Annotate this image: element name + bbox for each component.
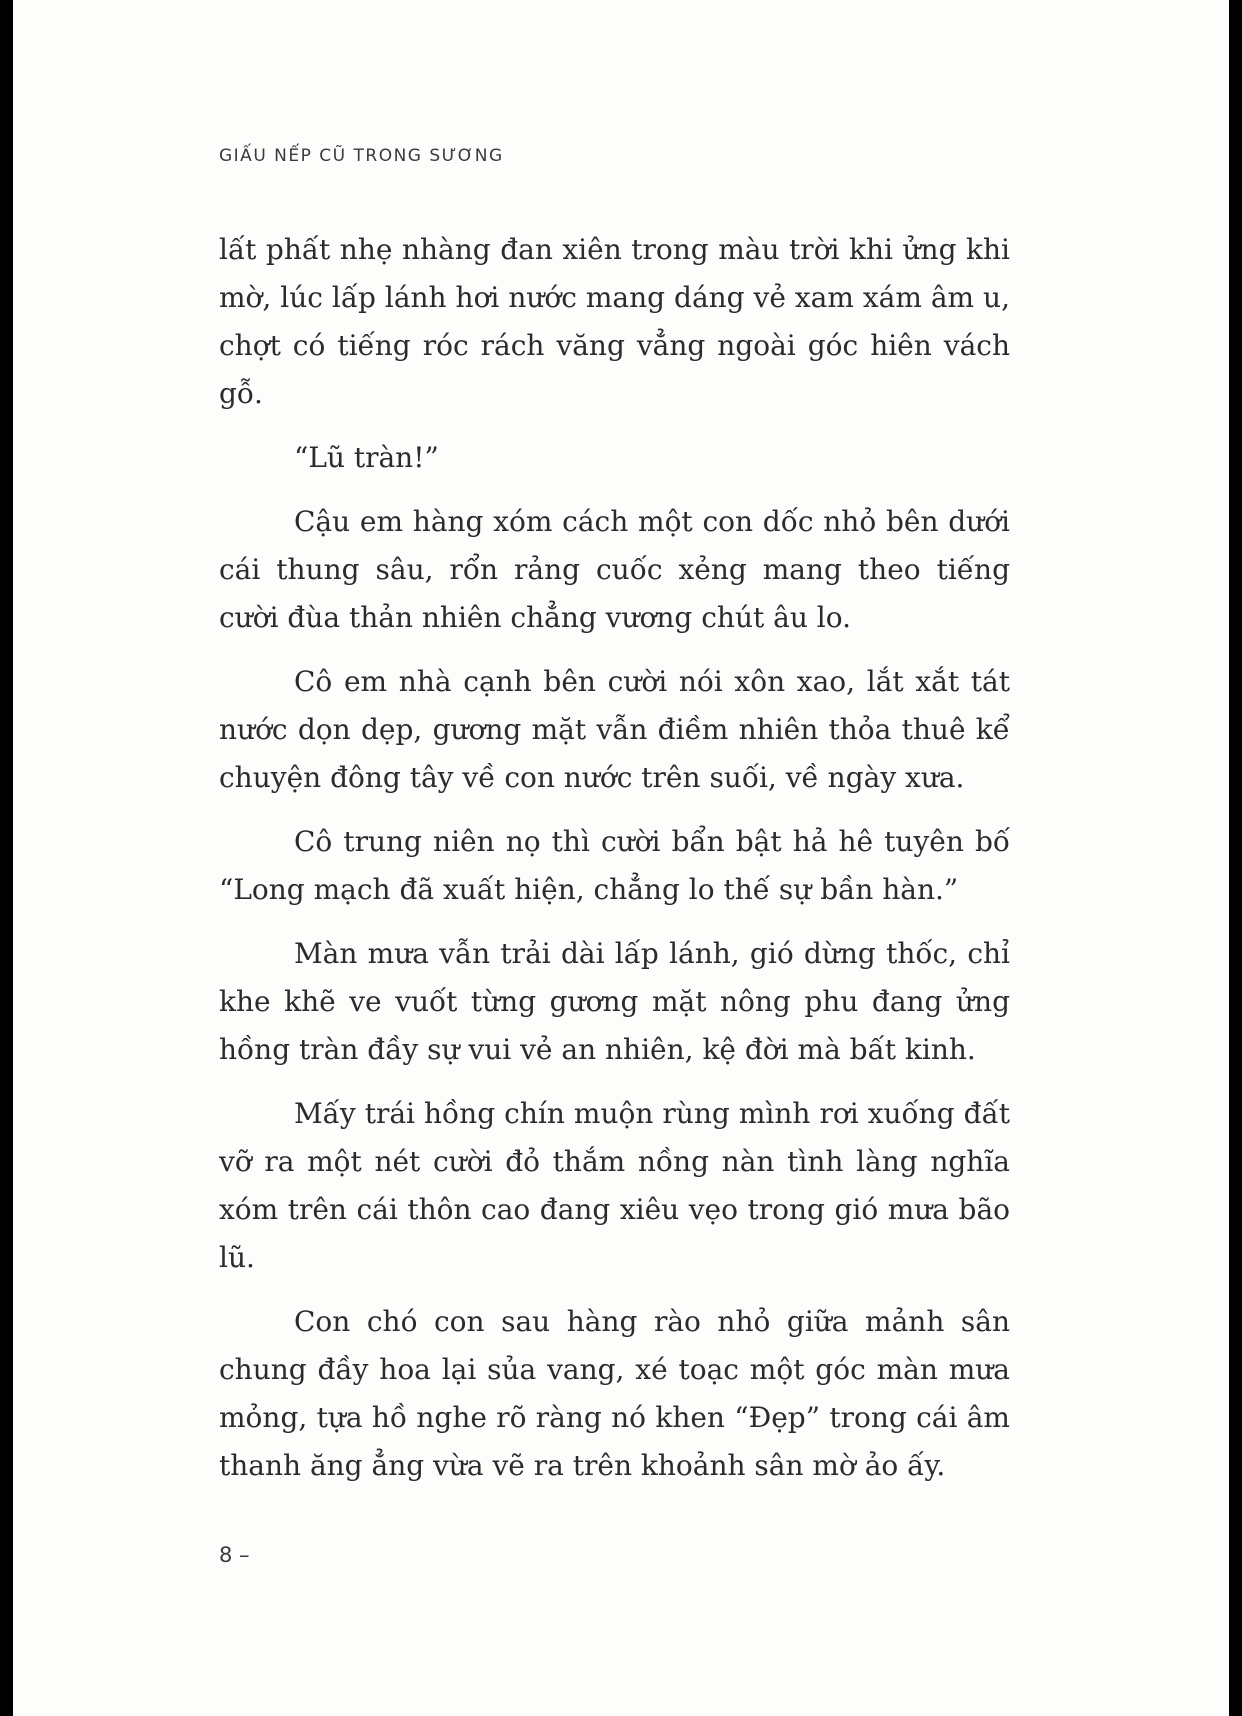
body-text (219, 226, 1010, 1506)
paragraph: Con chó con sau hàng rào nhỏ giữa mảnh sân chung đầy hoa lại sủa vang, xé toạc một góc màn mưa mỏng, tựa hồ nghe rõ ràng nó khen “Đẹp” trong cái âm thanh ăng ẳng vừa vẽ ra trên khoảnh sân mờ ảo ấy. (219, 1305, 1010, 1482)
page-number: 8 – (219, 1543, 250, 1567)
paragraph: lất phất nhẹ nhàng đan xiên trong màu trời khi ửng khi mờ, lúc lấp lánh hơi nước mang dáng vẻ xam xám âm u, chợt có tiếng róc rách văng vẳng ngoài góc hiên vách gỗ. (219, 233, 1010, 410)
paragraph: Mấy trái hồng chín muộn rùng mình rơi xuống đất vỡ ra một nét cười đỏ thắm nồng nàn tình làng nghĩa xóm trên cái thôn cao đang xiêu vẹo trong gió mưa bão lũ. (219, 1097, 1010, 1274)
running-header: GIẤU NẾP CŨ TRONG SƯƠNG (219, 146, 504, 166)
paragraph: Cô em nhà cạnh bên cười nói xôn xao, lắt xắt tát nước dọn dẹp, gương mặt vẫn điềm nhiên thỏa thuê kể chuyện đông tây về con nước trên suối, về ngày xưa. (219, 665, 1010, 794)
paragraph: “Lũ tràn!” (294, 441, 439, 474)
paragraph: Màn mưa vẫn trải dài lấp lánh, gió dừng thốc, chỉ khe khẽ ve vuốt từng gương mặt nông phu đang ửng hồng tràn đầy sự vui vẻ an nhiên, kệ đời mà bất kinh. (219, 937, 1010, 1066)
paragraph: Cậu em hàng xóm cách một con dốc nhỏ bên dưới cái thung sâu, rổn rảng cuốc xẻng mang theo tiếng cười đùa thản nhiên chẳng vương chút âu lo. (219, 505, 1010, 634)
book-page (13, 0, 1229, 1716)
paragraph: Cô trung niên nọ thì cười bẩn bật hả hê tuyên bố “Long mạch đã xuất hiện, chẳng lo thế sự bần hàn.” (219, 825, 1010, 906)
